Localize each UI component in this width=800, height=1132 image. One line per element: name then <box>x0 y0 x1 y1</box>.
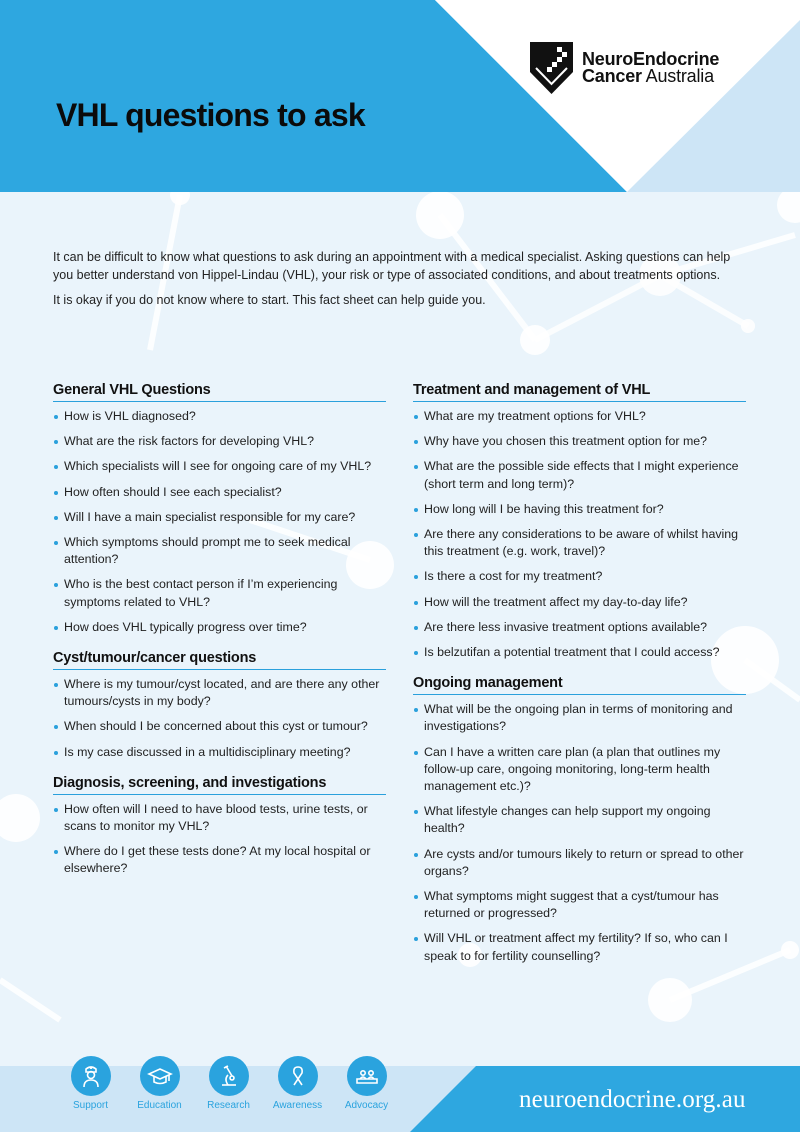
section-heading: Ongoing management <box>413 675 746 695</box>
question-item: Who is the best contact person if I’m experiencing symptoms related to VHL? <box>53 576 386 610</box>
question-item: What are my treatment options for VHL? <box>413 408 746 425</box>
question-item: What symptoms might suggest that a cyst/tumour has returned or progressed? <box>413 888 746 922</box>
net-logo-icon <box>530 42 573 94</box>
question-item: Will I have a main specialist responsible for my care? <box>53 509 386 526</box>
website-link[interactable]: neuroendocrine.org.au <box>519 1086 746 1113</box>
footer-icons <box>56 1056 401 1111</box>
question-item: How long will I be having this treatment for? <box>413 501 746 518</box>
question-item: How does VHL typically progress over time? <box>53 619 386 636</box>
brand-logo <box>530 42 719 94</box>
page-title: VHL questions to ask <box>56 97 365 133</box>
brand-name-line2: Cancer Australia <box>582 66 714 86</box>
question-item: Why have you chosen this treatment option for me? <box>413 433 746 450</box>
question-item: How often will I need to have blood tests, urine tests, or scans to monitor my VHL? <box>53 801 386 835</box>
question-item: How is VHL diagnosed? <box>53 408 386 425</box>
question-item: Can I have a written care plan (a plan that outlines my follow-up care, ongoing monitoring, long-term health management etc.)? <box>413 744 746 796</box>
question-item: Which specialists will I see for ongoing care of my VHL? <box>53 458 386 475</box>
intro-paragraph: It is okay if you do not know where to start. This fact sheet can help guide you. <box>53 293 486 307</box>
question-item: Will VHL or treatment affect my fertility? If so, who can I speak to for fertility counselling? <box>413 930 746 964</box>
question-list <box>53 676 386 761</box>
section-heading: Diagnosis, screening, and investigations <box>53 775 386 795</box>
question-list <box>53 408 386 636</box>
question-item: Are there any considerations to be aware of whilst having this treatment (e.g. work, travel)? <box>413 526 746 560</box>
question-item: What will be the ongoing plan in terms of monitoring and investigations? <box>413 701 746 735</box>
left-column <box>53 382 386 892</box>
section-heading: Cyst/tumour/cancer questions <box>53 650 386 670</box>
graduation-cap-icon <box>140 1056 180 1096</box>
intro <box>53 248 733 316</box>
question-item: Is there a cost for my treatment? <box>413 568 746 585</box>
footer-label: Awareness <box>272 1100 323 1111</box>
brand-name-line1: NeuroEndocrine <box>582 49 720 69</box>
question-list <box>413 408 746 661</box>
question-section <box>53 382 386 636</box>
footer-label: Research <box>207 1100 250 1111</box>
question-item: How will the treatment affect my day-to-day life? <box>413 594 746 611</box>
question-item: What are the risk factors for developing VHL? <box>53 433 386 450</box>
question-item: Is my case discussed in a multidisciplinary meeting? <box>53 744 386 761</box>
question-item: Where is my tumour/cyst located, and are there any other tumours/cysts in my body? <box>53 676 386 710</box>
footer-item-support[interactable] <box>56 1056 125 1111</box>
question-item: Are cysts and/or tumours likely to return or spread to other organs? <box>413 846 746 880</box>
ribbon-icon <box>278 1056 318 1096</box>
footer-item-awareness[interactable] <box>263 1056 332 1111</box>
question-item: What lifestyle changes can help support my ongoing health? <box>413 803 746 837</box>
question-item: Which symptoms should prompt me to seek medical attention? <box>53 534 386 568</box>
right-column <box>413 382 746 979</box>
question-list <box>53 801 386 878</box>
footer-label: Support <box>72 1100 109 1111</box>
question-item: What are the possible side effects that I might experience (short term and long term)? <box>413 458 746 492</box>
nurse-icon <box>71 1056 111 1096</box>
section-heading: Treatment and management of VHL <box>413 382 746 402</box>
section-heading: General VHL Questions <box>53 382 386 402</box>
question-section <box>413 382 746 661</box>
question-section <box>413 675 746 965</box>
footer-item-research[interactable] <box>194 1056 263 1111</box>
footer-label: Education <box>137 1100 182 1111</box>
microscope-icon <box>209 1056 249 1096</box>
question-item: How often should I see each specialist? <box>53 484 386 501</box>
question-section <box>53 650 386 761</box>
footer-label: Advocacy <box>344 1100 389 1111</box>
people-icon <box>347 1056 387 1096</box>
question-item: When should I be concerned about this cyst or tumour? <box>53 718 386 735</box>
footer-item-advocacy[interactable] <box>332 1056 401 1111</box>
question-list <box>413 701 746 965</box>
question-item: Where do I get these tests done? At my local hospital or elsewhere? <box>53 843 386 877</box>
question-item: Is belzutifan a potential treatment that I could access? <box>413 644 746 661</box>
question-item: Are there less invasive treatment options available? <box>413 619 746 636</box>
footer-item-education[interactable] <box>125 1056 194 1111</box>
intro-paragraph: It can be difficult to know what questions to ask during an appointment with a medical specialist. Asking questions can help you better understand von Hippel-Lindau (VHL), your risk or type of associated conditions, and about treatments options. <box>53 250 731 282</box>
question-section <box>53 775 386 878</box>
